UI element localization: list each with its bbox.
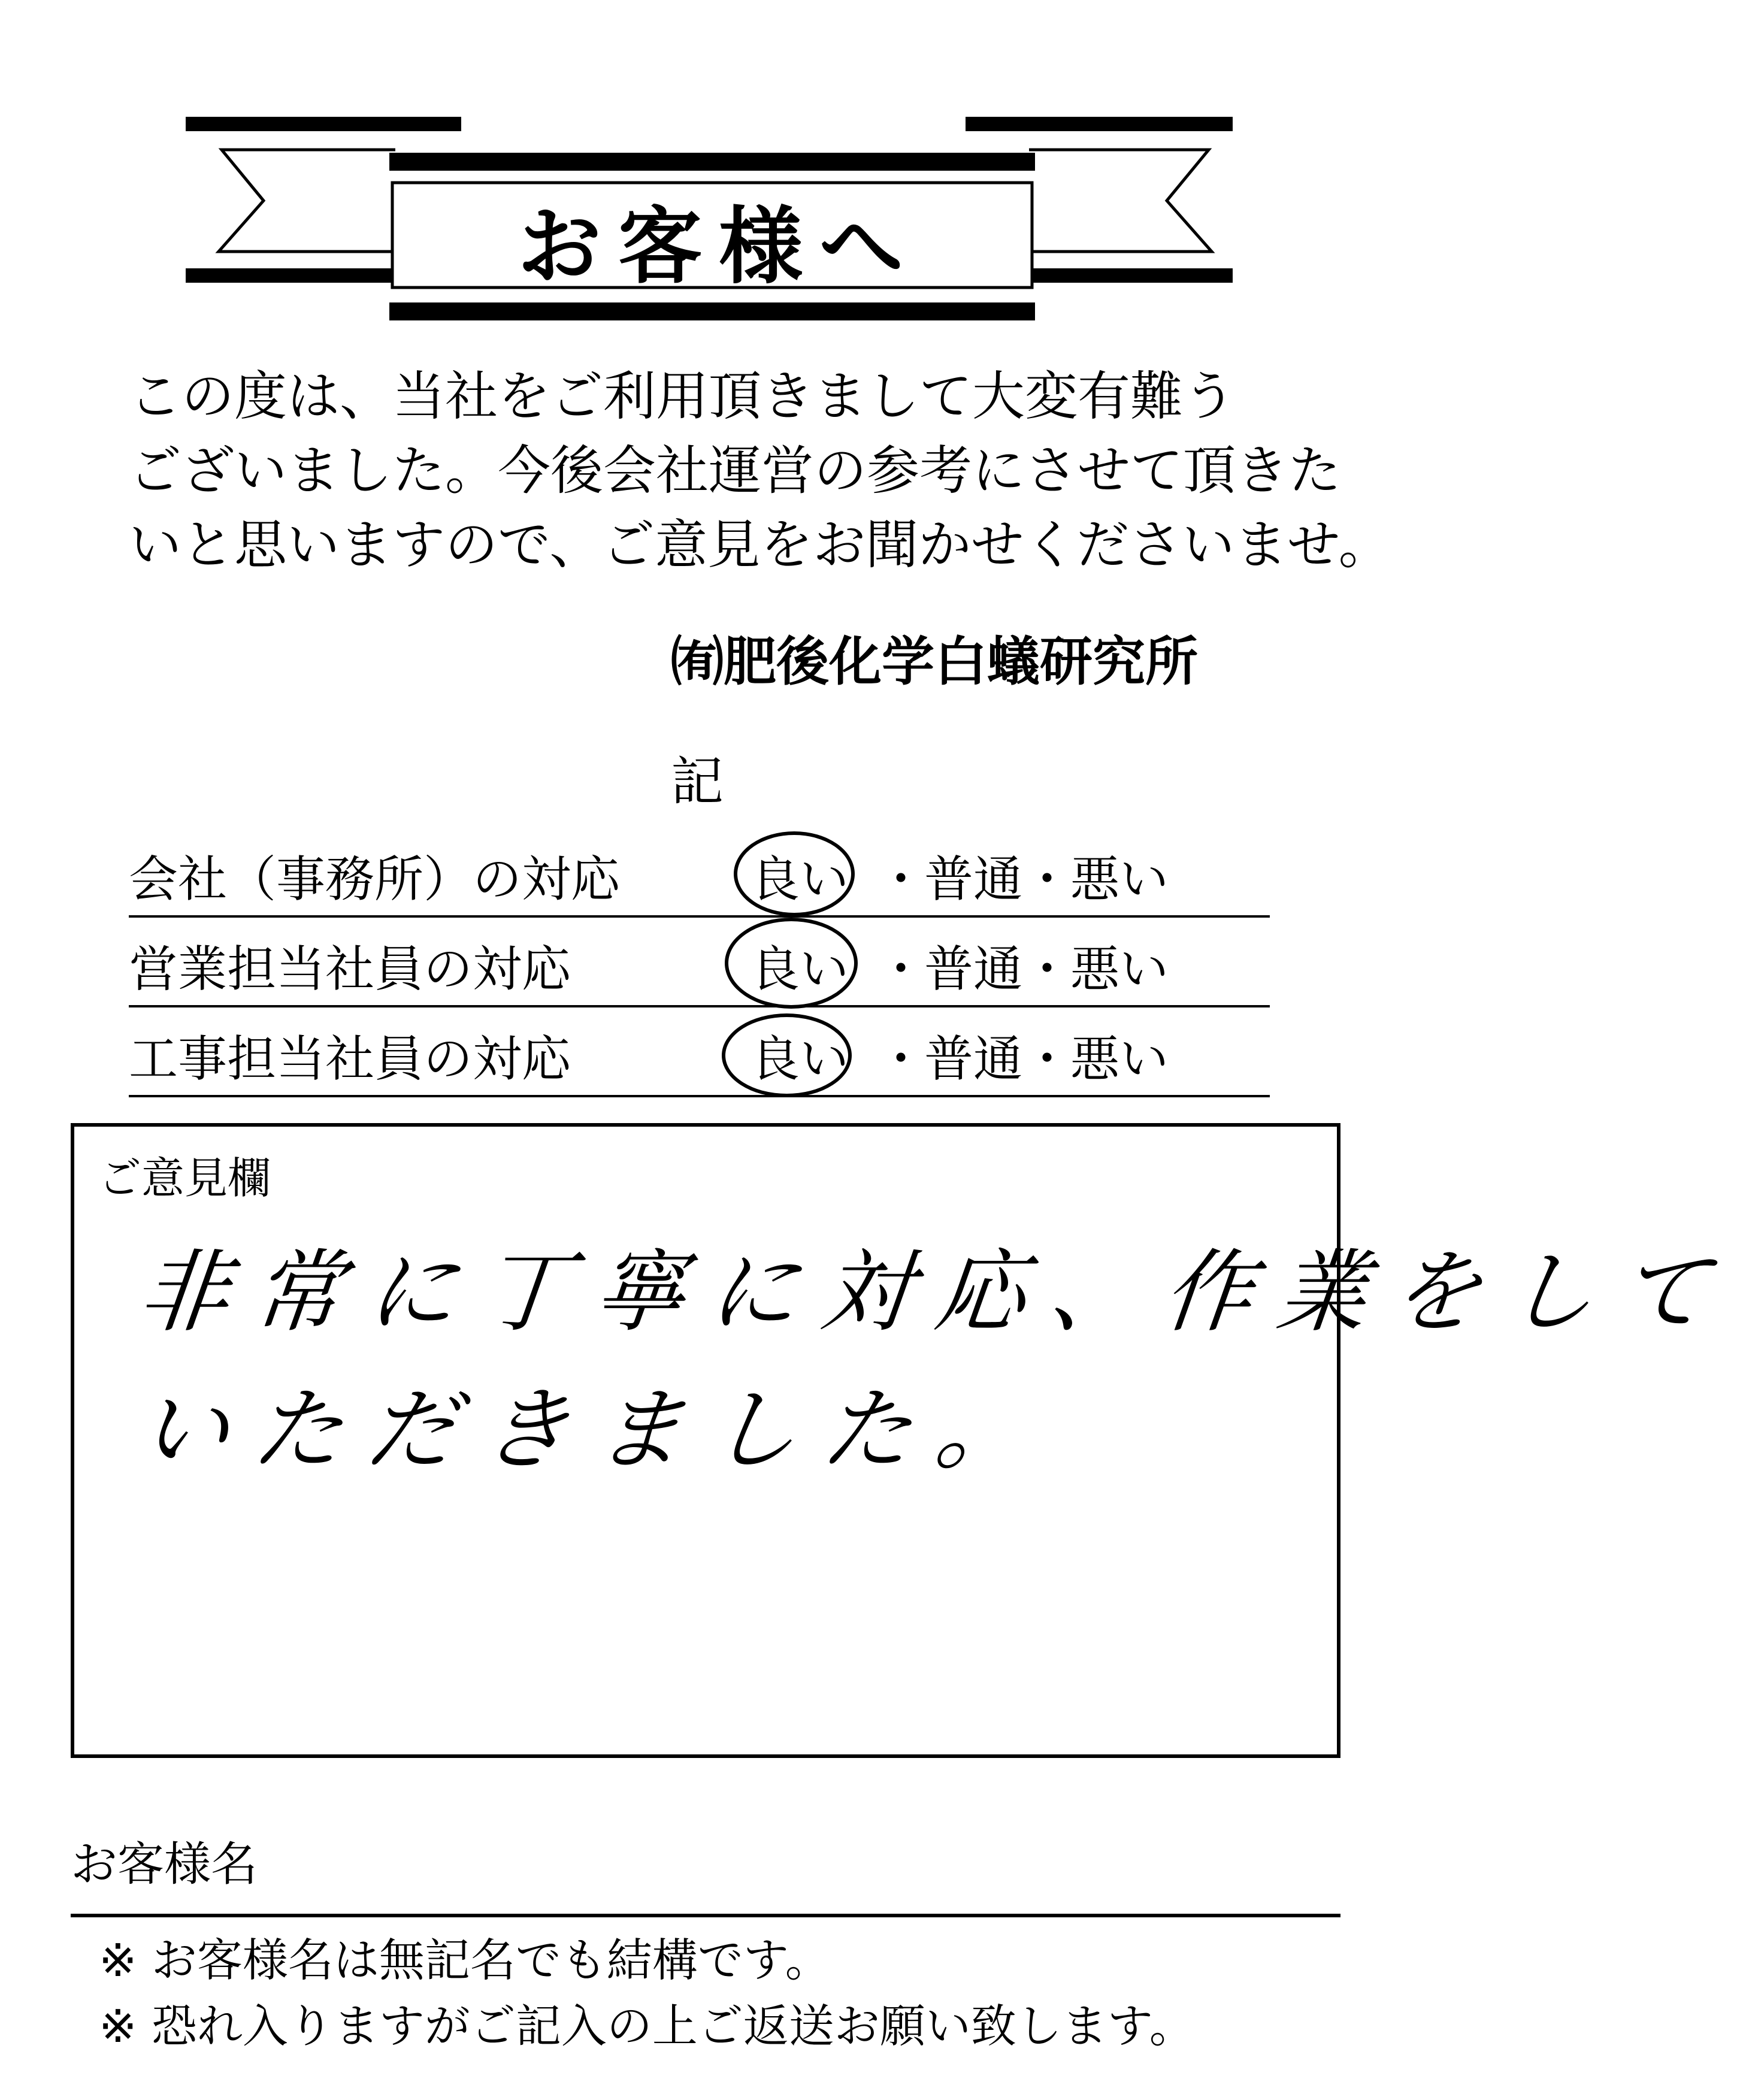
banner-bar-top-left [186, 117, 461, 131]
option-bad[interactable]: 悪い [1070, 1031, 1169, 1088]
selection-circle [722, 1013, 852, 1097]
customer-name-underline [71, 1914, 1340, 1917]
customer-name-label: お客様名 [71, 1838, 258, 1892]
separator: ・ [1022, 851, 1072, 908]
record-heading: 記 [671, 751, 724, 812]
selection-circle [734, 831, 855, 916]
intro-line: この度は、当社をご利用頂きまして大変有難う [129, 365, 1236, 427]
footnote: ※ 恐れ入りますがご記入の上ご返送お願い致します。 [99, 1999, 1195, 2053]
banner-bar-bottom-left [186, 268, 395, 283]
company-name: ㈲肥後化学白蟻研究所 [671, 631, 1199, 692]
option-average[interactable]: 普通 [924, 941, 1023, 998]
footnotes [99, 1927, 1195, 2059]
separator: ・ [876, 1031, 926, 1088]
banner-bar-top-right [966, 117, 1233, 131]
option-bad[interactable]: 悪い [1070, 851, 1169, 908]
ribbon-tail-left [219, 150, 395, 252]
option-bad[interactable]: 悪い [1070, 941, 1169, 998]
separator: ・ [876, 941, 926, 998]
rating-label: 営業担当社員の対応 [129, 941, 571, 998]
handwritten-comment-line: いただきました。 [134, 1378, 1055, 1482]
option-good[interactable]: 良い [751, 851, 849, 908]
comment-label: ご意見欄 [98, 1153, 271, 1203]
rating-label: 工事担当社員の対応 [129, 1031, 571, 1088]
option-average[interactable]: 普通 [924, 1031, 1023, 1088]
banner-bar-bottom-center [389, 302, 1035, 320]
separator: ・ [1022, 1031, 1072, 1088]
banner-bar-top-center [389, 153, 1035, 171]
intro-paragraph [129, 359, 1391, 582]
handwritten-comment-line: 非常に丁寧に対応、作業をして [134, 1240, 1738, 1345]
footnote: ※ お客様名は無記名でも結構です。 [99, 1933, 831, 1987]
separator: ・ [1022, 941, 1072, 998]
rating-label: 会社（事務所）の対応 [129, 851, 621, 908]
rating-row-office [129, 825, 1270, 918]
selection-circle [725, 918, 858, 1009]
banner-bar-bottom-right [1033, 268, 1233, 283]
option-good[interactable]: 良い [751, 1031, 849, 1088]
intro-line: ございました。今後会社運営の参考にさせて頂きた [129, 440, 1342, 501]
option-average[interactable]: 普通 [924, 851, 1023, 908]
ribbon-tail-right [1029, 150, 1212, 252]
customer-name-field[interactable] [311, 1833, 1330, 1899]
separator: ・ [876, 851, 926, 908]
rating-row-construction [129, 1005, 1270, 1097]
page-title: お客様へ [517, 197, 920, 296]
rating-row-sales [129, 915, 1270, 1007]
comment-box[interactable] [71, 1123, 1738, 1758]
intro-line: いと思いますので、ご意見をお聞かせくださいませ。 [129, 514, 1391, 576]
option-good[interactable]: 良い [751, 941, 849, 998]
